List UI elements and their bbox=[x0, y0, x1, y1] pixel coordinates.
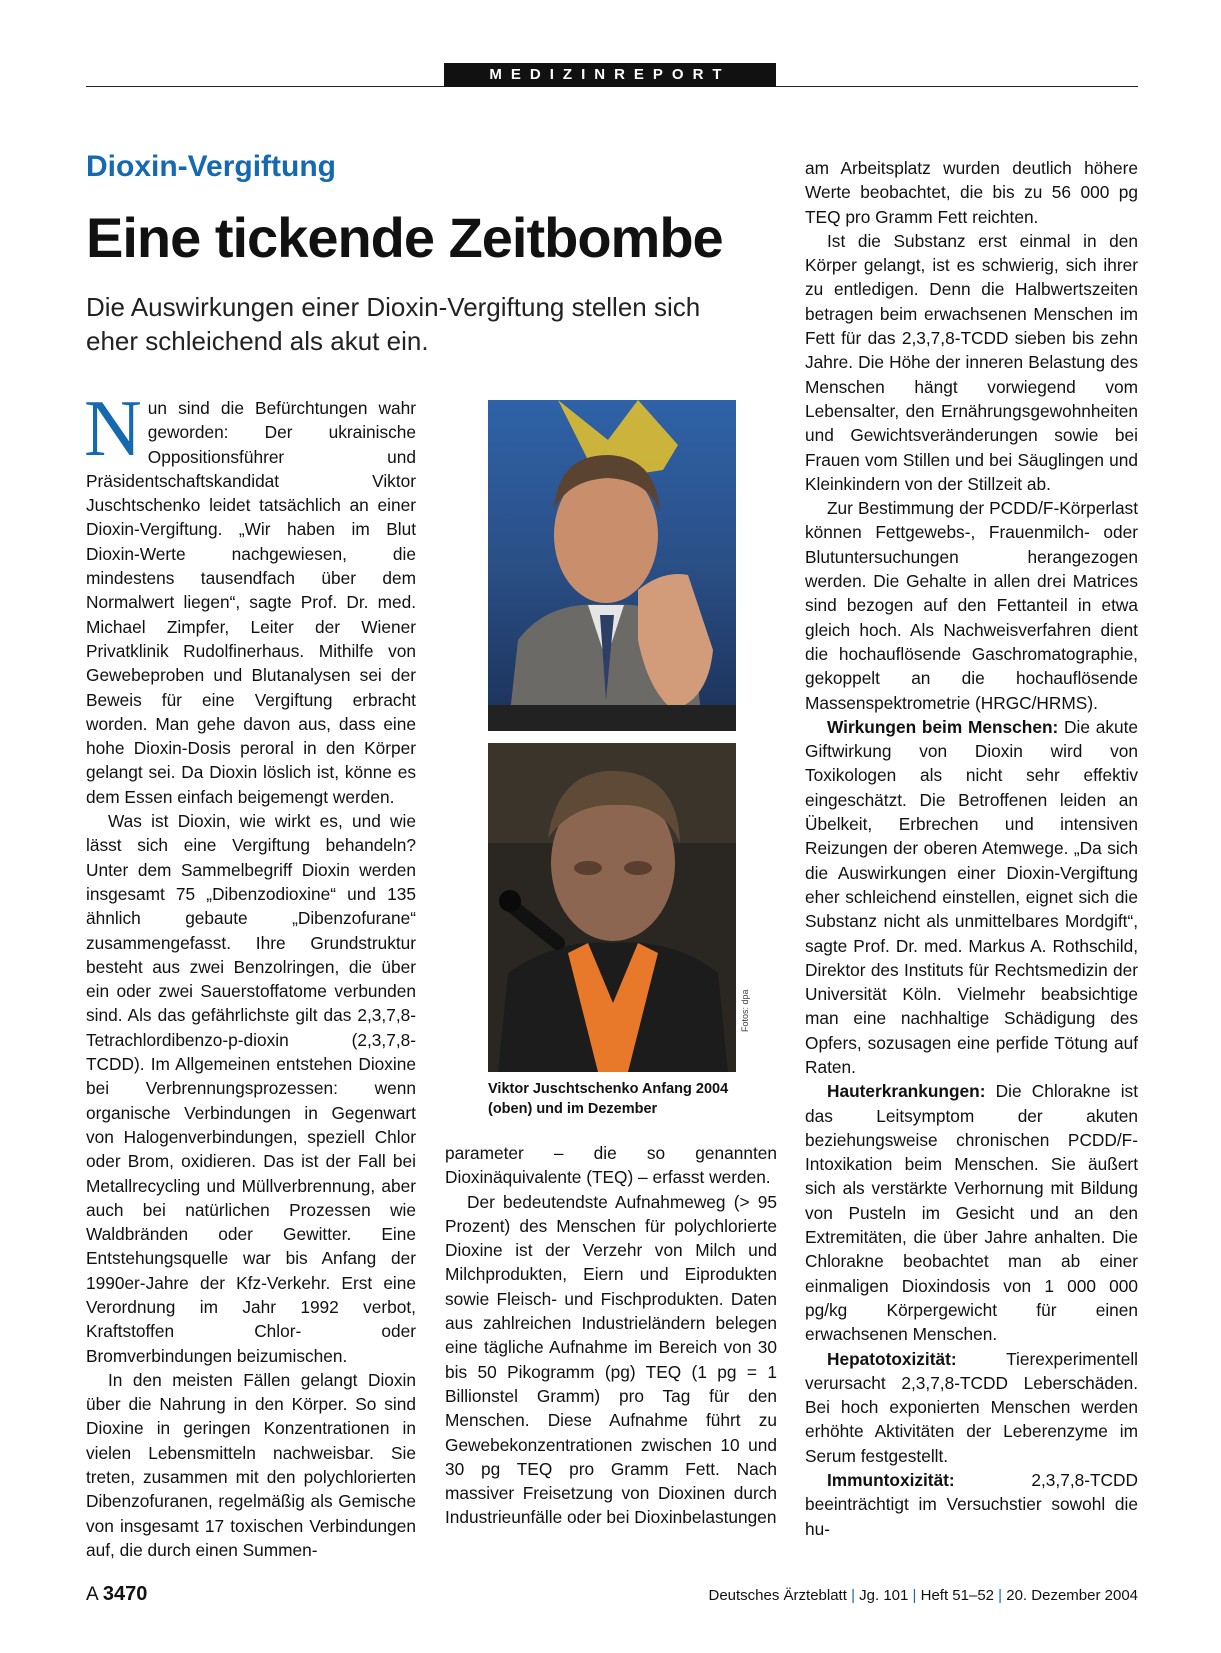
paragraph-lead: Immuntoxizität: bbox=[827, 1470, 955, 1491]
paragraph bbox=[84, 385, 416, 809]
paragraph: Der bedeutendste Aufnahmeweg (> 95 Prozent) des Menschen für polychlorierte Dioxine ist der Verzehr von Milch und Milchprodukten, Eiern und Eiprodukten sowie Fleisch- und Fischprodukten. Daten aus zahlreichen Industrieländern belegen eine tägliche Aufnahme im Bereich von 30 bis 50 Pikogramm (pg) TEQ (1 pg = 1 Billionstel Gramm) pro Tag für den Menschen. Diese Aufnahme führt zu Gewebekonzentrationen zwischen 10 und 30 pg TEQ pro Gramm Fett. Nach massiver Freisetzung von Dioxinen durch Industrieunfälle oder bei Dioxinbelastungen bbox=[445, 1191, 777, 1528]
photo-caption: Viktor Juschtschenko Anfang 2004 (oben) und im Dezember bbox=[488, 1081, 729, 1117]
paragraph: Ist die Substanz erst einmal in den Körper gelangt, ist es schwierig, sich ihrer zu entledigen. Denn die Halbwertszeiten betragen beim erwachsenen Menschen im Fett für das 2,3,7,8-TCDD sieben bis zehn Jahre. Die Höhe der inneren Belastung des Menschen hängt vorwiegend vom Lebensalter, den Ernährungsgewohnheiten und Gewichtsveränderungen sowie bei Frauen vom Stillen und bei Säuglingen und Kleinkindern von der Stillzeit ab. bbox=[805, 230, 1138, 494]
paragraph-lead: Hauterkrankungen: bbox=[827, 1081, 986, 1102]
paragraph bbox=[805, 1079, 1138, 1346]
separator: | bbox=[851, 1587, 855, 1604]
paragraph-text: un sind die Befürchtungen wahr geworden: Der ukrainische Oppositionsführer und Präsidentschaftskandidat Viktor Juschtschenko leidet tatsächlich an einer Dioxin-Vergiftung. „Wir haben im Blut Dioxin-Werte nachgewiesen, die mindestens tausendfach über dem Normalwert liegen“, sagte Prof. Dr. med. Michael Zimpfer, Leiter der Wiener Privatklinik Rudolfinerhaus. Mithilfe von Gewebeproben und Blutanalysen sei der Beweis für eine Vergiftung erbracht worden. Man gehe davon aus, dass eine hohe Dioxin-Dosis peroral in den Körper gelangt sei. Da Dioxin löslich ist, könne es dem Essen einfach beigemengt werden. bbox=[86, 398, 416, 807]
photo-juschtschenko-december bbox=[488, 743, 736, 1072]
paragraph-lead: Hepatotoxizität: bbox=[827, 1348, 957, 1369]
paragraph bbox=[805, 1468, 1138, 1541]
separator: | bbox=[998, 1587, 1003, 1604]
dropcap: N bbox=[84, 385, 142, 473]
paragraph: Zur Bestimmung der PCDD/F-Körperlast können Fettgewebs-, Frauenmilch- oder Blutuntersuchungen herangezogen werden. Die Gehalte in allen drei Matrices sind bezogen auf den Fettanteil in etwa gleich hoch. Als Nachweisverfahren dient die hochauflösende Gaschromatographie, gekoppelt an die hochauflösende Massenspektrometrie (HRGC/HRMS). bbox=[805, 498, 1138, 713]
paragraph: In den meisten Fällen gelangt Dioxin über die Nahrung in den Körper. So sind Dioxine in geringen Konzentrationen in vielen Lebensmitteln nachweisbar. Sie treten, zusammen mit den polychlorierten Dibenzofuranen, regelmäßig als Gemische von insgesamt 17 toxischen Verbindungen auf, die durch einen Summen- bbox=[86, 1369, 416, 1560]
paragraph bbox=[805, 715, 1138, 1079]
paragraph: parameter – die so genannten Dioxinäquivalente (TEQ) – erfasst werden. bbox=[445, 1143, 777, 1188]
paragraph: am Arbeitsplatz wurden deutlich höhere Werte beobachtet, die bis zu 56 000 pg TEQ pro Gramm Fett reichten. bbox=[805, 158, 1138, 227]
text-column-1 bbox=[84, 385, 416, 1562]
journal-issue: Heft 51–52 bbox=[920, 1587, 994, 1604]
paragraph-text: 2,3,7,8-TCDD beeinträchtigt im Versuchstier sowohl die hu- bbox=[805, 1470, 1138, 1539]
footer-citation bbox=[708, 1587, 1138, 1604]
paragraph-text: Die akute Giftwirkung von Dioxin wird von Toxikologen als nicht sehr effektiv eingeschätzt. Die Betroffenen leiden an Übelkeit, Erbrechen und intensiven Reizungen der oberen Atemwege. „Da sich die Auswirkungen einer Dioxin-Vergiftung eher schleichend einstellen, eignet sich die Substanz nicht als unmittelbares Mordgift“, sagte Prof. Dr. med. Markus A. Rothschild, Direktor des Instituts für Rechtsmedizin der Universität Köln. Vielmehr beabsichtige man eine nachhaltige Schädigung des Opfers, sozusagen eine perfide Tötung auf Raten. bbox=[805, 716, 1138, 1077]
text-column-3 bbox=[805, 156, 1138, 1541]
paragraph: Was ist Dioxin, wie wirkt es, und wie lässt sich eine Vergiftung behandeln? Unter dem Sammelbegriff Dioxin werden insgesamt 75 „Dibenzodioxine“ und 135 ähnlich gebaute „Dibenzofurane“ zusammengefasst. Ihre Grundstruktur besteht aus zwei Benzolringen, die über ein oder zwei Sauerstoffatome verbunden sind. Als das gefährlichste gilt das 2,3,7,8-Tetrachlordibenzo-p-dioxin (2,3,7,8-TCDD). Im Allgemeinen entstehen Dioxine bei Verbrennungsprozessen: wenn organische Verbindungen in Gegenwart von Halogenverbindungen, speziell Chlor oder Brom, oxidieren. Das ist der Fall bei Metallrecycling und Müllverbrennung, aber auch bei natürlichen Prozessen wie Waldbränden oder Gewitter. Eine Entstehungsquelle war bis Anfang der 1990er-Jahre der Kfz-Verkehr. Erst eine Verordnung im Jahr 1992 verbot, Kraftstoffen Chlor- oder Bromverbindungen beizumischen. bbox=[86, 811, 416, 1366]
article-kicker: Dioxin-Vergiftung bbox=[86, 150, 336, 183]
journal-volume: Jg. 101 bbox=[859, 1587, 909, 1604]
article-headline: Eine tickende Zeitbombe bbox=[86, 206, 723, 269]
journal-name: Deutsches Ärzteblatt bbox=[708, 1587, 847, 1604]
paragraph bbox=[805, 1347, 1138, 1468]
page-prefix: A bbox=[86, 1584, 98, 1605]
journal-date: 20. Dezember 2004 bbox=[1006, 1587, 1138, 1604]
photo-credit: Fotos: dpa bbox=[740, 989, 750, 1032]
photo-juschtschenko-early-2004 bbox=[488, 400, 736, 731]
section-tag: MEDIZINREPORT bbox=[444, 63, 776, 87]
paragraph-text: Tierexperimentell verursacht 2,3,7,8-TCDD Leberschäden. Bei hoch exponierten Menschen werden erhöhte Aktivitäten der Leberenzyme im Serum festgestellt. bbox=[805, 1348, 1138, 1466]
paragraph-lead: Wirkungen beim Menschen: bbox=[827, 716, 1059, 737]
page-number bbox=[86, 1583, 147, 1606]
page-number-value: 3470 bbox=[102, 1583, 148, 1605]
paragraph-text: Die Chlorakne ist das Leitsymptom der akuten beziehungsweise chronischen PCDD/F-Intoxikation beim Menschen. Sie äußert sich als verstärkte Verhornung mit Bildung von Pusteln im Gesicht und an den Extremitäten, die über Jahre anhalten. Die Chlorakne beobachtet man ab einer einmaligen Dioxindosis von 1 000 000 pg/kg Körpergewicht für einen erwachsenen Menschen. bbox=[805, 1081, 1138, 1345]
separator: | bbox=[912, 1587, 917, 1604]
article-subline: Die Auswirkungen einer Dioxin-Vergiftung stellen sich eher schleichend als akut ein. bbox=[86, 292, 701, 356]
text-column-2 bbox=[445, 1141, 777, 1530]
